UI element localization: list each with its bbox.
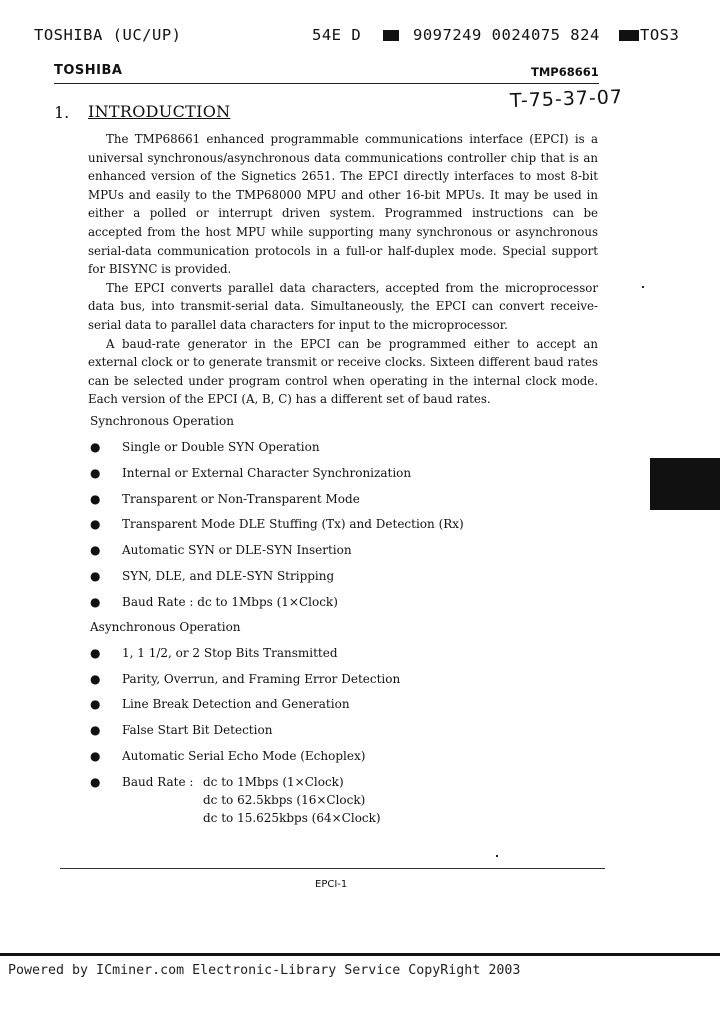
async-baud-rate: dc to 1Mbps (1×Clock) [203, 775, 344, 789]
async-item: Automatic Serial Echo Mode (Echoplex) [122, 749, 366, 763]
section-title: INTRODUCTION [88, 102, 231, 121]
async-baud-rate: dc to 62.5kbps (16×Clock) [203, 793, 366, 807]
brand-name: TOSHIBA [54, 63, 123, 78]
async-heading: Asynchronous Operation [90, 620, 241, 634]
fax-header-code: 54E D [312, 26, 362, 44]
sync-heading: Synchronous Operation [90, 414, 234, 428]
sync-item: Internal or External Character Synchronization [122, 466, 412, 480]
handwritten-note: T-75-37-07 [509, 86, 624, 112]
bullet-icon: ● [90, 697, 101, 711]
sync-item: SYN, DLE, and DLE-SYN Stripping [122, 569, 335, 583]
async-item: 1, 1 1/2, or 2 Stop Bits Transmitted [122, 646, 338, 660]
bullet-icon: ● [90, 517, 101, 531]
bullet-icon: ● [90, 569, 101, 583]
bullet-icon: ● [90, 492, 101, 506]
async-baud-label: Baud Rate : [122, 775, 194, 789]
bullet-icon: ● [90, 466, 101, 480]
copyright-footer: Powered by ICminer.com Electronic-Library Service CopyRight 2003 [8, 963, 521, 978]
section-number: 1. [54, 103, 70, 122]
scan-speck [642, 286, 644, 288]
scan-speck [496, 855, 498, 857]
header-rule [54, 83, 599, 84]
async-baud-rate: dc to 15.625kbps (64×Clock) [203, 811, 381, 825]
page-number: EPCI-1 [315, 879, 348, 890]
bullet-icon: ● [90, 749, 101, 763]
scan-border [0, 953, 720, 956]
footer-rule [60, 868, 605, 869]
bullet-icon: ● [90, 723, 101, 737]
section-index-tab [650, 458, 720, 510]
async-item: False Start Bit Detection [122, 723, 273, 737]
bullet-icon: ● [90, 646, 101, 660]
sync-item: Baud Rate : dc to 1Mbps (1×Clock) [122, 595, 338, 609]
part-number: TMP68661 [531, 65, 599, 79]
paragraph: The TMP68661 enhanced programmable communications interface (EPCI) is a universal synchronous/asynchronous data communications controller chip that is an enhanced version of the Signetics 2651. The EPCI directly interfaces to most 8-bit MPUs and easily to the TMP68000 MPU and other 16-bit MPUs. It may be used in either a polled or interrupt driven system. Programmed instructions can be accepted from the host MPU while supporting many synchronous or asynchronous serial-data communication protocols in a full-or half-duplex mode. Special support for BISYNC is provided. [88, 132, 598, 277]
sync-item: Automatic SYN or DLE-SYN Insertion [122, 543, 352, 557]
async-item: Line Break Detection and Generation [122, 697, 350, 711]
async-item: Parity, Overrun, and Framing Error Detection [122, 672, 401, 686]
fax-header-sender: TOSHIBA (UC/UP) [34, 26, 182, 44]
fax-header-block-mark-2 [619, 30, 639, 41]
bullet-icon: ● [90, 440, 101, 454]
sync-item: Single or Double SYN Operation [122, 440, 320, 454]
fax-header-end: TOS3 [640, 26, 680, 44]
bullet-icon: ● [90, 543, 101, 557]
fax-header-block-mark [383, 30, 399, 41]
fax-header [0, 26, 720, 50]
paragraph: The EPCI converts parallel data characters, accepted from the microprocessor data bus, into transmit-serial data. Simultaneously, the EPCI can convert receive-serial data to parallel data characters for input to the microprocessor. [88, 280, 598, 332]
sync-item: Transparent or Non-Transparent Mode [122, 492, 360, 506]
paragraph: A baud-rate generator in the EPCI can be programmed either to accept an external clock or to generate transmit or receive clocks. Sixteen different baud rates can be selected under program control when operating in the internal clock mode. Each version of the EPCI (A, B, C) has a different set of baud rates. [88, 336, 598, 407]
sync-item: Transparent Mode DLE Stuffing (Tx) and Detection (Rx) [122, 517, 464, 531]
intro-body [88, 130, 598, 409]
bullet-icon: ● [90, 775, 101, 789]
fax-header-numbers: 9097249 0024075 824 [413, 26, 600, 44]
bullet-icon: ● [90, 595, 101, 609]
bullet-icon: ● [90, 672, 101, 686]
